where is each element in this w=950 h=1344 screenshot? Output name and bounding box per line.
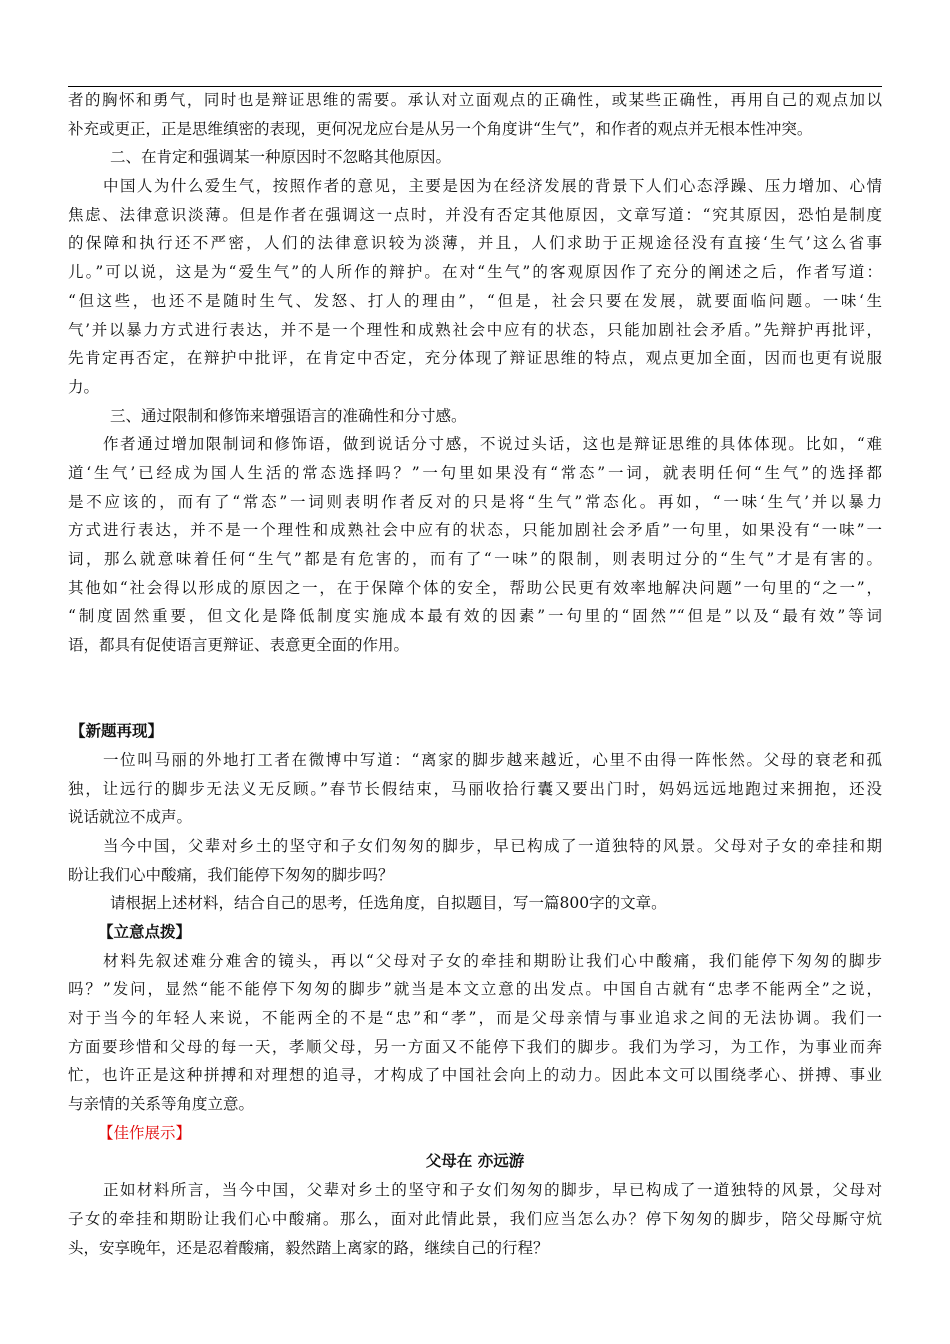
section-heading [68, 143, 882, 172]
text-line: 作者通过增加限制词和修饰语，做到说话分寸感，不说过头话，这也是辩证思维的具体体现。比如，“难 [103, 435, 882, 454]
text-line: 头，安享晚年，还是忍着酸痛，毅然踏上离家的路，继续自己的行程？ [68, 1238, 549, 1257]
text-line: 【立意点拨】 [98, 922, 192, 941]
section-label [68, 1119, 882, 1148]
text-line: “制度固然重要，但文化是降低制度实施成本最有效的因素”一句里的“固然”“但是”以及“最有效”等词 [68, 607, 882, 626]
text-line: 其他如“社会得以形成的原因之一，在于保障个体的安全，帮助公民更有效率地解决问题”一句里的“之一”， [68, 578, 882, 597]
text-line: 说话就泣不成声。 [68, 808, 193, 827]
section-label [68, 918, 882, 947]
text-line: 道‘生气’已经成为国人生活的常态选择吗？”一句里如果没有“常态”一词，就表明任何“生气”的选择都 [68, 463, 882, 482]
text-line: 独，让远行的脚步无法义无反顾。”春节长假结束，马丽收拾行囊又要出门时，妈妈远远地跑过来拥抱，还没 [68, 779, 882, 798]
paragraph-gap [68, 660, 882, 717]
text-line: 一位叫马丽的外地打工者在微博中写道：“离家的脚步越来越近，心里不由得一阵怅然。父母的衰老和孤 [103, 750, 882, 769]
paragraph [68, 1176, 882, 1262]
document-body [68, 86, 882, 1262]
text-line: 焦虑、法律意识淡薄。但是作者在强调这一点时，并没有否定其他原因，文章写道：“究其原因，恐怕是制度 [68, 205, 882, 224]
text-line: 儿。”可以说，这是为“爱生气”的人所作的辩护。在对“生气”的客观原因作了充分的阐述之后，作者写道： [68, 263, 882, 282]
paragraph [68, 86, 882, 143]
text-line: 与亲情的关系等角度立意。 [68, 1095, 255, 1114]
text-line: 【新题再现】 [70, 722, 164, 741]
text-line: 是不应该的，而有了“常态”一词则表明作者反对的只是将“生气”常态化。再如，“一味‘生气’并以暴力 [68, 492, 882, 511]
text-line: 正如材料所言，当今中国，父辈对乡土的坚守和子女们匆匆的脚步，早已构成了一道独特的风景，父母对 [103, 1181, 882, 1200]
text-line: 父母在 亦远游 [425, 1152, 525, 1171]
text-line: “但这些，也还不是随时生气、发怒、打人的理由”，“但是，社会只要在发展，就要面临问题。一味‘生 [68, 291, 882, 310]
text-line: 盼让我们心中酸痛，我们能停下匆匆的脚步吗？ [68, 865, 394, 884]
paragraph [68, 832, 882, 889]
text-line: 【佳作展示】 [98, 1123, 192, 1142]
text-line: 语，都具有促使语言更辩证、表意更全面的作用。 [68, 636, 410, 655]
text-line: 当今中国，父辈对乡土的坚守和子女们匆匆的脚步，早已构成了一道独特的风景。父母对子女的牵挂和期 [103, 836, 882, 855]
text-line: 吗？”发问，显然“能不能停下匆匆的脚步”就当是本文立意的出发点。中国自古就有“忠孝不能两全”之说， [68, 980, 882, 999]
section-label [68, 717, 882, 746]
text-line: 的保障和执行还不严密，人们的法律意识较为淡薄，并且，人们求助于正规途径没有直接‘生气’这么省事 [68, 234, 882, 253]
paragraph [68, 746, 882, 832]
text-line: 三、通过限制和修饰来增强语言的准确性和分寸感。 [110, 406, 467, 425]
text-line: 者的胸怀和勇气，同时也是辩证思维的需要。承认对立面观点的正确性，或某些正确性，再用自己的观点加以 [68, 91, 882, 109]
text-line: 请根据上述材料，结合自己的思考，任选角度，自拟题目，写一篇800字的文章。 [110, 894, 667, 913]
section-heading [68, 402, 882, 431]
text-line: 气’并以暴力方式进行表达，并不是一个理性和成熟社会中应有的状态，只能加剧社会矛盾。”先辩护再批评， [68, 320, 882, 339]
text-line: 材料先叙述难分难舍的镜头，再以“父母对子女的牵挂和期盼让我们心中酸痛，我们能停下匆匆的脚步 [103, 951, 882, 970]
text-line: 词，那么就意味着任何“生气”都是有危害的，而有了“一味”的限制，则表明过分的“生气”才是有害的。 [68, 550, 882, 568]
text-line: 子女的牵挂和期盼让我们心中酸痛。那么，面对此情此景，我们应当怎么办？停下匆匆的脚步，陪父母厮守炕 [68, 1209, 882, 1228]
text-line: 忙，也许正是这种拼搏和对理想的追寻，才构成了中国社会向上的动力。因此本文可以围绕孝心、拼搏、事业 [68, 1066, 882, 1085]
paragraph [68, 430, 882, 660]
text-line: 二、在肯定和强调某一种原因时不忽略其他原因。 [110, 148, 452, 167]
essay-title [68, 1147, 882, 1176]
paragraph [68, 889, 882, 918]
text-line: 方式进行表达，并不是一个理性和成熟社会中应有的状态，只能加剧社会矛盾”一句里，如果没有“一味”一 [68, 521, 882, 540]
text-line: 补充或更正，正是思维缜密的表现，更何况龙应台是从另一个角度讲“生气”，和作者的观点并无根本性冲突。 [68, 119, 813, 138]
text-line: 对于当今的年轻人来说，不能两全的不是“忠”和“孝”，而是父母亲情与事业追求之间的无法协调。我们一 [68, 1009, 882, 1028]
text-line: 方面要珍惜和父母的每一天，孝顺父母，另一方面又不能停下我们的脚步。我们为学习，为工作，为事业而奔 [68, 1037, 882, 1056]
text-line: 力。 [68, 377, 100, 396]
text-line: 先肯定再否定，在辩护中批评，在肯定中否定，充分体现了辩证思维的特点，观点更加全面，因而也更有说服 [68, 349, 882, 368]
paragraph [68, 947, 882, 1119]
paragraph [68, 172, 882, 402]
text-line: 中国人为什么爱生气，按照作者的意见，主要是因为在经济发展的背景下人们心态浮躁、压力增加、心情 [103, 177, 882, 196]
